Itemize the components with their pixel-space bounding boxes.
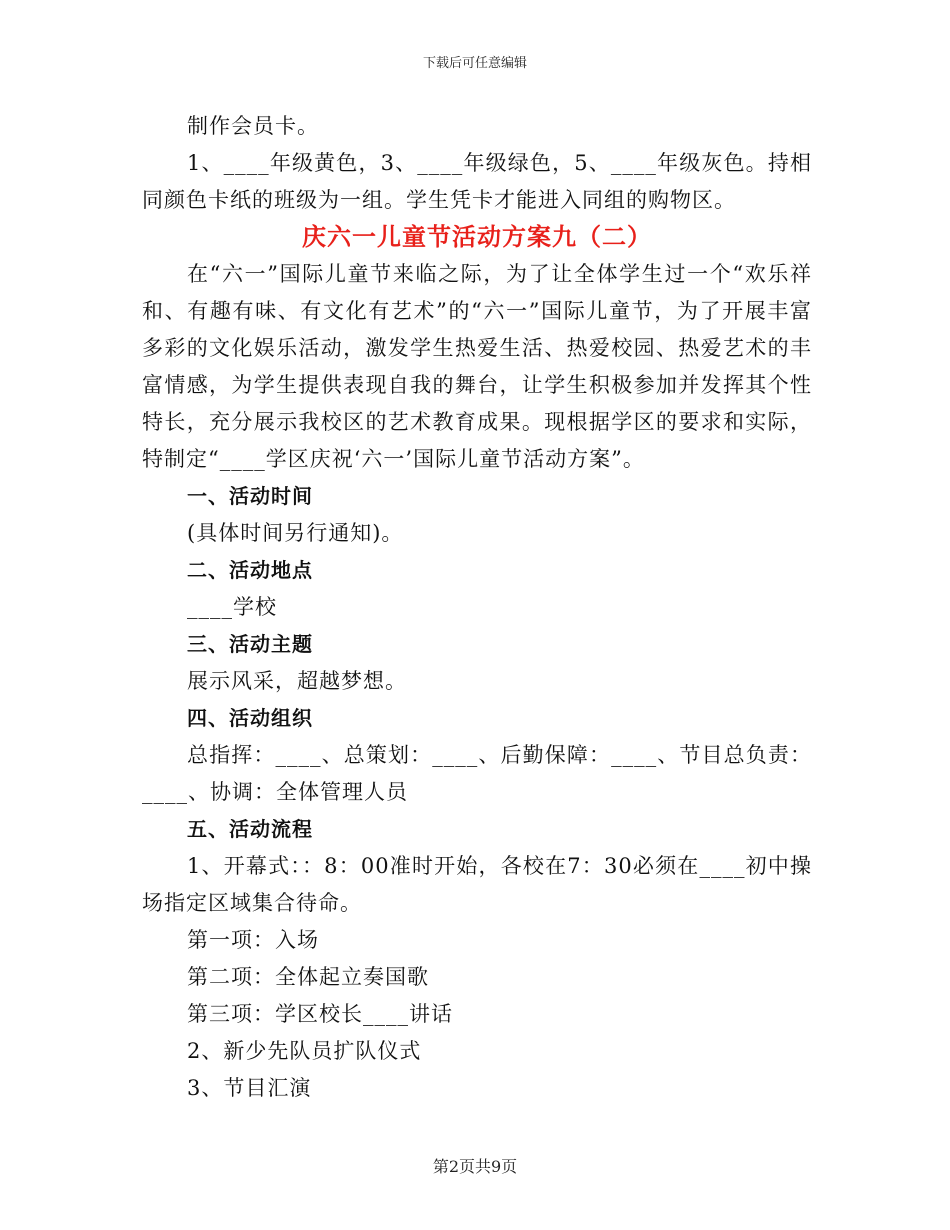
flow-item-induction: 2、新少先队员扩队仪式 [187,1039,422,1063]
page-header: 下载后可任意编辑 [422,56,527,71]
section-heading-organization: 四、活动组织 [187,706,313,730]
section-heading-time: 一、活动时间 [187,484,313,508]
section-text-organization: 总指挥：____、总策划：____、后勤保障：____、节目总负责：____、协调：全体管理人员 [142,743,812,804]
section-text-place: ____学校 [187,595,277,619]
section-heading-place: 二、活动地点 [187,558,313,582]
intro-paragraph: 在“六一”国际儿童节来临之际，为了让全体学生过一个“欢乐祥和、有趣有味、有文化有艺术”的“六一”国际儿童节，为了开展丰富多彩的文化娱乐活动，激发学生热爱生活、热爱校园、热爱艺术的丰富情感，为学生提供表现自我的舞台，让学生积极参加并发挥其个性特长，充分展示我校区的艺术教育成果。现根据学区的要求和实际，特制定“____学区庆祝‘六一’国际儿童节活动方案”。 [142,262,812,471]
section-heading-theme: 三、活动主题 [187,632,313,656]
section-heading-flow: 五、活动流程 [187,817,313,841]
document-body [142,108,812,1107]
section-text-theme: 展示风采，超越梦想。 [187,669,407,693]
paragraph-grade-colors: 1、____年级黄色，3、____年级绿色，5、____年级灰色。持相同颜色卡纸的班级为一组。学生凭卡才能进入同组的购物区。 [142,151,812,212]
flow-item-performance: 3、节目汇演 [187,1076,312,1100]
paragraph-membership-card: 制作会员卡。 [187,114,319,138]
flow-subitem-2: 第二项：全体起立奏国歌 [187,965,429,989]
page-footer: 第2页共9页 [432,1157,518,1176]
section-text-time: (具体时间另行通知)。 [187,521,404,545]
document-title: 庆六一儿童节活动方案九（二） [302,223,652,251]
flow-item-opening: 1、开幕式：：8：00准时开始，各校在7：30必须在____初中操场指定区域集合待命。 [142,854,812,915]
flow-subitem-3: 第三项：学区校长____讲话 [187,1002,453,1026]
flow-subitem-1: 第一项：入场 [187,928,319,952]
